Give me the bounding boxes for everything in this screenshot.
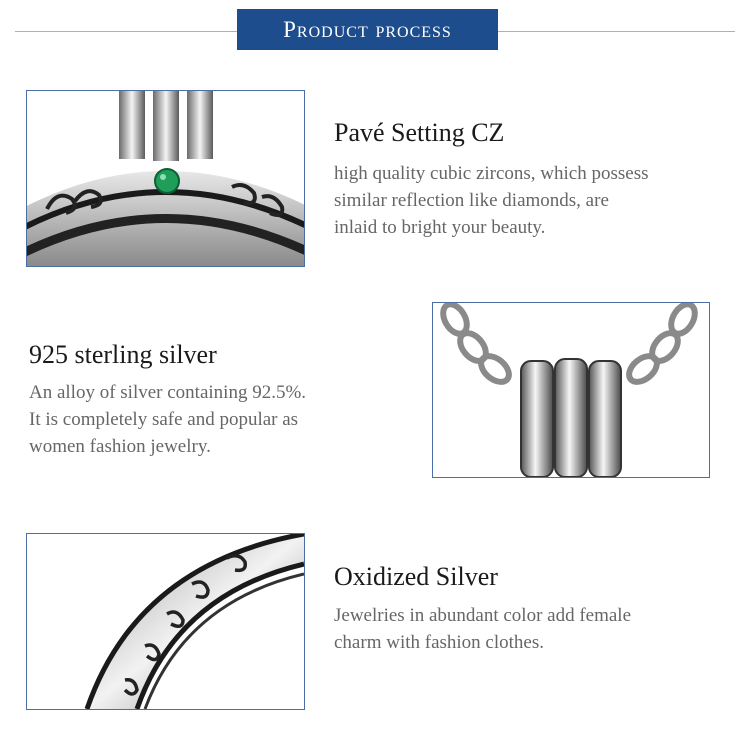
desc-line: An alloy of silver containing 92.5%. — [29, 382, 307, 403]
desc-line: similar reflection like diamonds, are — [334, 190, 609, 211]
oxidized-silver-photo — [26, 533, 305, 710]
pave-setting-photo — [26, 90, 305, 267]
header-rule-left — [15, 31, 237, 32]
section-desc-silver — [29, 379, 306, 460]
desc-line: Jewelries in abundant color add female — [334, 605, 632, 626]
section-desc-pave — [334, 160, 649, 241]
header-rule-right — [498, 31, 735, 32]
desc-line: charm with fashion clothes. — [334, 632, 545, 653]
pave-setting-image — [27, 91, 304, 266]
desc-line: high quality cubic zircons, which possess — [334, 163, 649, 184]
section-desc-oxidized — [334, 602, 631, 656]
section-title-silver: 925 sterling silver — [29, 340, 217, 369]
section-header — [237, 9, 498, 50]
sterling-silver-photo — [432, 302, 710, 478]
oxidized-silver-image — [27, 534, 304, 709]
sterling-silver-image — [433, 303, 709, 477]
section-header-title: Product process — [283, 16, 452, 42]
desc-line: It is completely safe and popular as — [29, 409, 299, 430]
section-title-oxidized: Oxidized Silver — [334, 562, 498, 591]
desc-line: women fashion jewelry. — [29, 436, 211, 457]
section-title-pave: Pavé Setting CZ — [334, 118, 505, 147]
desc-line: inlaid to bright your beauty. — [334, 217, 546, 238]
